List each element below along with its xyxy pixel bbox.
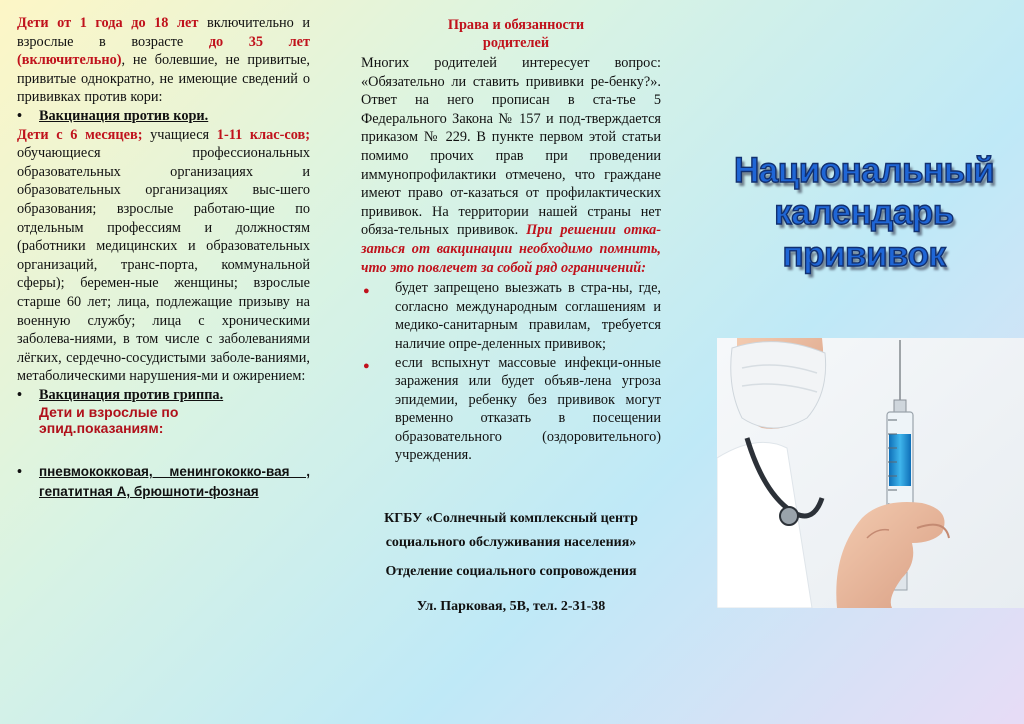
list-item — [361, 279, 661, 353]
section-heading: Права и обязанности родителей — [447, 17, 585, 51]
left-column — [0, 0, 340, 724]
list-item — [17, 386, 310, 405]
measles-vaccination-label: Вакцинация против кори. — [39, 107, 209, 124]
text: включительно и взрослые в возрасте — [17, 15, 311, 50]
right-column — [690, 0, 1024, 724]
text: если вспыхнут массовые инфекци-онные заражения или будет объяв-лена угроза эпидемии, ребенку без прививок могут временно отказать в посещении образовательного (оздоровительного) учреждения. — [395, 354, 661, 464]
text: учащиеся — [142, 126, 217, 143]
list-item — [17, 462, 310, 502]
text: Многих родителей интересует вопрос: «Обязательно ли ставить прививки ре-бенку?». Ответ на него прописан в ста-тье 5 Федерального Закона № 157 и под-тверждается приказом № 229. В пункте первом этой статьи помимо прочих прав при проведении иммунопрофилактики отмечено, что граждане имеют право от-казаться от профилактических прививок. На территории нашей страны нет обяза-тельных прививок. — [361, 55, 661, 239]
doctor-syringe-illustration — [717, 338, 1024, 608]
parents-rights-text — [361, 54, 661, 277]
address-phone: Ул. Парковая, 5В, тел. 2-31-38 — [416, 598, 606, 614]
bullet-icon: • — [17, 386, 23, 403]
bullet-icon: • — [17, 464, 23, 481]
middle-column — [345, 0, 685, 724]
epid-indications-label: Дети и взрослые по эпид.показаниям: — [39, 404, 179, 437]
text: будет запрещено выезжать в стра-ны, где, согласно международным соглашениям и медико-санитарным правилам, требуется наличие опре-деленных прививок; — [395, 280, 661, 352]
restrictions-warning: При решении отка-заться от вакцинации необходимо помнить, что это повлечет за собой ряд ограничений: — [361, 222, 661, 276]
flu-vaccination-label: Вакцинация против гриппа. — [39, 386, 224, 403]
title-line2: календарь — [774, 193, 954, 232]
text: , не болевшие, не привитые, привитые однократно, не имеющие сведений о прививках против кори: — [17, 52, 310, 106]
org-name-line2: социального обслуживания населения» — [385, 535, 637, 551]
list-item — [17, 107, 310, 126]
epid-vaccines-text: пневмококковая, менингококко-вая , гепатитная А, брюшноти-фозная — [39, 464, 310, 500]
department-name: Отделение социального сопровождения — [385, 564, 637, 580]
age-limit-highlight: до 35 лет (включительно) — [17, 33, 311, 69]
organization-block — [361, 507, 661, 616]
measles-eligibility-text — [17, 14, 310, 107]
flu-eligibility-text — [17, 126, 310, 386]
doctor-syringe-photo — [717, 338, 1024, 608]
title-line1: Национальный — [733, 151, 995, 190]
bullet-icon: ● — [363, 285, 370, 298]
highlight: Дети с 6 месяцев; — [17, 126, 143, 143]
org-name-line1: КГБУ «Солнечный комплексный центр — [384, 511, 638, 527]
bullet-icon: • — [17, 107, 23, 124]
list-item — [361, 354, 661, 466]
age-range-highlight: Дети от 1 года до 18 лет — [17, 15, 199, 31]
title-line3: прививок — [782, 235, 946, 274]
text: обучающиеся профессиональных образовательных организациях и образовательных организациях выс-шего образования; взрослые работаю-щие по отдельным профессиям и должностям (работники медицинских и образовательных организаций, транс-порта, коммунальной сферы); беремен-ные женщины; взрослые старше 60 лет; лица, подлежащие призыву на военную службу; лица с хроническими заболева-ниями, в том числе с заболеваниями лёгких, сердечно-сосудистыми заболе-ваниями, метаболическими нарушения-ми и ожирением: — [17, 145, 310, 385]
bullet-icon: ● — [363, 359, 370, 372]
brochure-title — [704, 150, 1024, 276]
highlight: 1-11 клас-сов; — [216, 126, 311, 143]
